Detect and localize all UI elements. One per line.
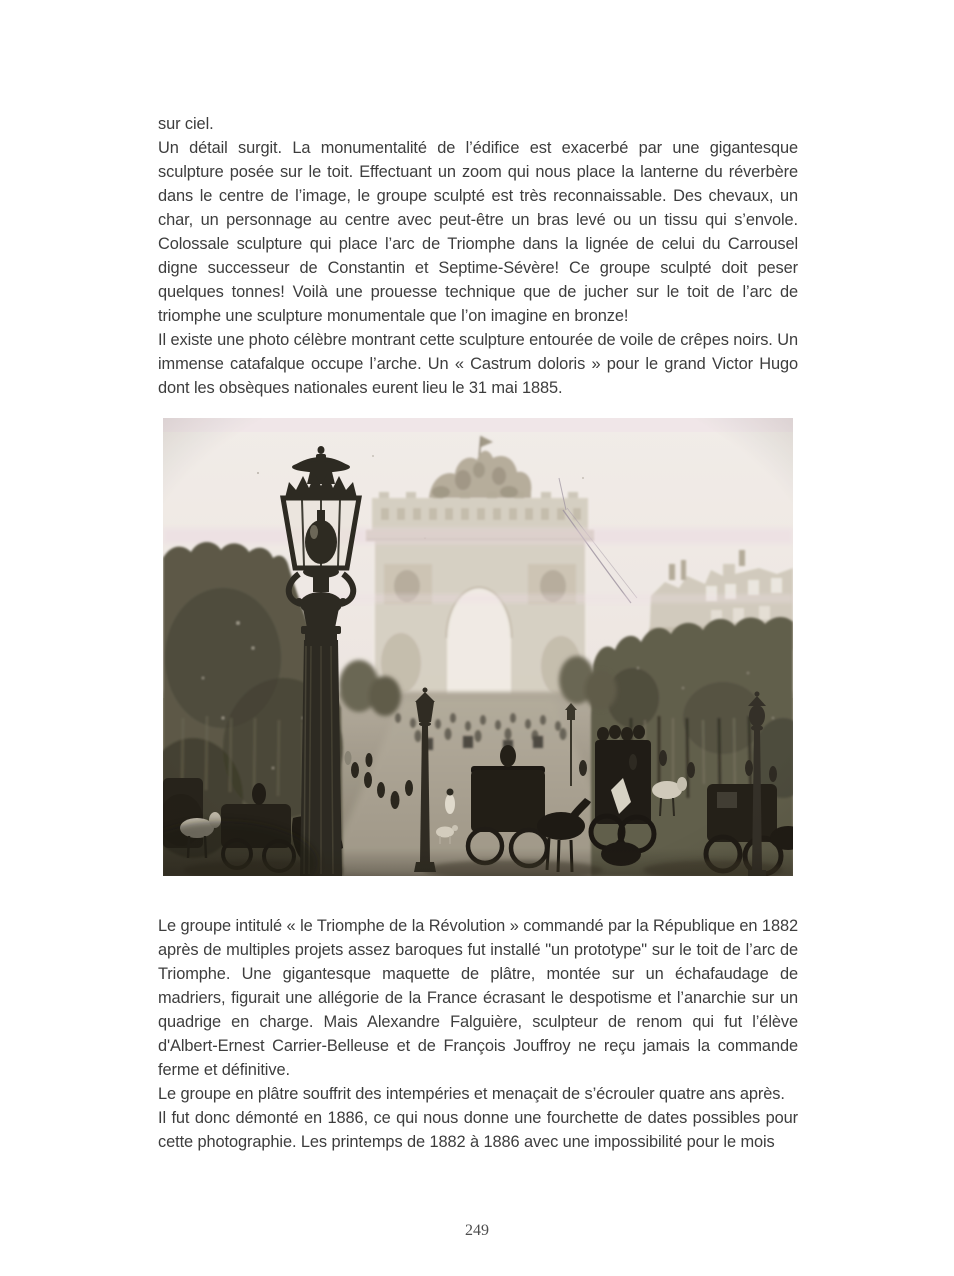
- paragraph: Il fut donc démonté en 1886, ce qui nous donne une fourchette de dates possibles pour cette photographie. Les printemps de 1882 à 1886 avec une impossibilité pour le mois: [158, 1109, 798, 1151]
- paragraph: sur ciel.: [158, 115, 214, 133]
- page-number: 249: [465, 1222, 489, 1239]
- paragraph: Il existe une photo célèbre montrant cette sculpture entourée de voile de crêpes noirs. Un immense catafalque occupe l’arche. Un « Castrum doloris » pour le grand Victor Hugo dont les obsèques nationales eurent lieu le 31 mai 1885.: [158, 331, 798, 397]
- historic-photograph: [163, 418, 793, 876]
- body-text-bottom: [158, 914, 798, 1154]
- paragraph: Le groupe intitulé « le Triomphe de la Révolution » commandé par la République en 1882 après de multiples projets assez baroques fut installé "un prototype" sur le toit de l’arc de Triomphe. Une gigantesque maquette de plâtre, montée sur un échafaudage de madriers, figurait une allégorie de la France écrasant le despotisme et l’anarchie sur un quadrige en charge. Mais Alexandre Falguière, sculpteur de renom qui fut l’élève d'Albert-Ernest Carrier-Belleuse et de François Jouffroy ne reçu jamais la commande ferme et définitive.: [158, 917, 798, 1079]
- photo-tone-overlays: [163, 418, 793, 876]
- paragraph: Un détail surgit. La monumentalité de l’édifice est exacerbé par une gigantesque sculpture posée sur le toit. Effectuant un zoom qui nous place la lanterne du réverbère dans le centre de l’image, le groupe sculpté est très reconnaissable. Des chevaux, un char, un personnage au centre avec peut-être un bras levé ou un tissu qui s’envole. Colossale sculpture qui place l’arc de Triomphe dans la lignée de celui du Carrousel digne successeur de Constantin et Septime-Sévère! Ce groupe sculpté doit peser quelques tonnes! Voilà une prouesse technique que de jucher sur le toit de l’arc de triomphe une sculpture monumentale que l’on imagine en bronze!: [158, 139, 798, 325]
- body-text-top: [158, 112, 798, 400]
- paragraph: Le groupe en plâtre souffrit des intempéries et menaçait de s’écrouler quatre ans après.: [158, 1085, 785, 1103]
